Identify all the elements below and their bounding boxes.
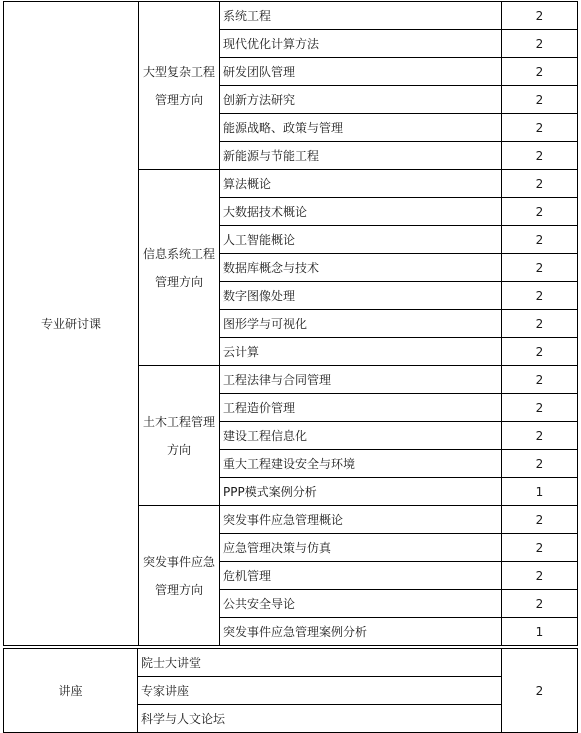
group-name-cell: [138, 505, 220, 646]
lecture-item-cell: 专家讲座: [137, 676, 502, 705]
course-name-cell: 危机管理: [219, 561, 502, 590]
course-credit-cell: 2: [501, 281, 578, 310]
group-name-line1: 大型复杂工程: [142, 64, 215, 79]
group-name-line1: 土木工程管理: [142, 414, 215, 429]
course-name-cell: 重大工程建设安全与环境: [219, 449, 502, 478]
course-credit-cell: 1: [501, 617, 578, 646]
course-credit-cell: 2: [501, 589, 578, 618]
group-name-line2: 方向: [166, 442, 191, 457]
course-credit-cell: 2: [501, 393, 578, 422]
course-name-cell: 现代优化计算方法: [219, 29, 502, 58]
course-credit-cell: 2: [501, 309, 578, 338]
course-credit-cell: 2: [501, 113, 578, 142]
lecture-item-cell: 院士大讲堂: [137, 648, 502, 677]
group-name-line1: 突发事件应急: [142, 554, 215, 569]
lecture-category-cell: 讲座: [3, 648, 138, 733]
course-name-cell: 系统工程: [219, 1, 502, 30]
course-name-cell: 人工智能概论: [219, 225, 502, 254]
course-credit-cell: 2: [501, 253, 578, 282]
course-name-cell: 研发团队管理: [219, 57, 502, 86]
course-name-cell: 算法概论: [219, 169, 502, 198]
course-credit-cell: 2: [501, 29, 578, 58]
course-credit-cell: 2: [501, 169, 578, 198]
course-name-cell: 大数据技术概论: [219, 197, 502, 226]
course-name-cell: 建设工程信息化: [219, 421, 502, 450]
course-credit-cell: 2: [501, 365, 578, 394]
course-credit-cell: 2: [501, 57, 578, 86]
course-name-cell: 数据库概念与技术: [219, 253, 502, 282]
group-name-line2: 管理方向: [154, 92, 203, 107]
course-name-cell: 应急管理决策与仿真: [219, 533, 502, 562]
course-name-cell: 工程造价管理: [219, 393, 502, 422]
course-credit-cell: 2: [501, 337, 578, 366]
course-credit-cell: 1: [501, 477, 578, 506]
course-credit-cell: 2: [501, 561, 578, 590]
group-name-line2: 管理方向: [154, 582, 203, 597]
course-name-cell: 突发事件应急管理概论: [219, 505, 502, 534]
group-name-line1: 信息系统工程: [142, 246, 215, 261]
course-name-cell: 创新方法研究: [219, 85, 502, 114]
group-name-line2: 管理方向: [154, 274, 203, 289]
course-name-cell: 突发事件应急管理案例分析: [219, 617, 502, 646]
course-name-cell: 云计算: [219, 337, 502, 366]
course-credit-cell: 2: [501, 533, 578, 562]
course-name-cell: 公共安全导论: [219, 589, 502, 618]
course-credit-cell: 2: [501, 141, 578, 170]
lecture-item-cell: 科学与人文论坛: [137, 704, 502, 733]
course-credit-cell: 2: [501, 225, 578, 254]
course-name-cell: 数字图像处理: [219, 281, 502, 310]
course-credit-cell: 2: [501, 505, 578, 534]
course-credit-cell: 2: [501, 1, 578, 30]
course-credit-cell: 2: [501, 449, 578, 478]
course-name-cell: 图形学与可视化: [219, 309, 502, 338]
group-name-cell: [138, 365, 220, 506]
group-name-cell: [138, 1, 220, 170]
course-name-cell: PPP模式案例分析: [219, 477, 502, 506]
course-credit-cell: 2: [501, 421, 578, 450]
course-credit-cell: 2: [501, 197, 578, 226]
group-name-cell: [138, 169, 220, 366]
course-name-cell: 新能源与节能工程: [219, 141, 502, 170]
category-main-cell: 专业研讨课: [3, 1, 139, 646]
course-credit-cell: 2: [501, 85, 578, 114]
lecture-credit-cell: 2: [501, 648, 578, 733]
course-name-cell: 工程法律与合同管理: [219, 365, 502, 394]
course-name-cell: 能源战略、政策与管理: [219, 113, 502, 142]
